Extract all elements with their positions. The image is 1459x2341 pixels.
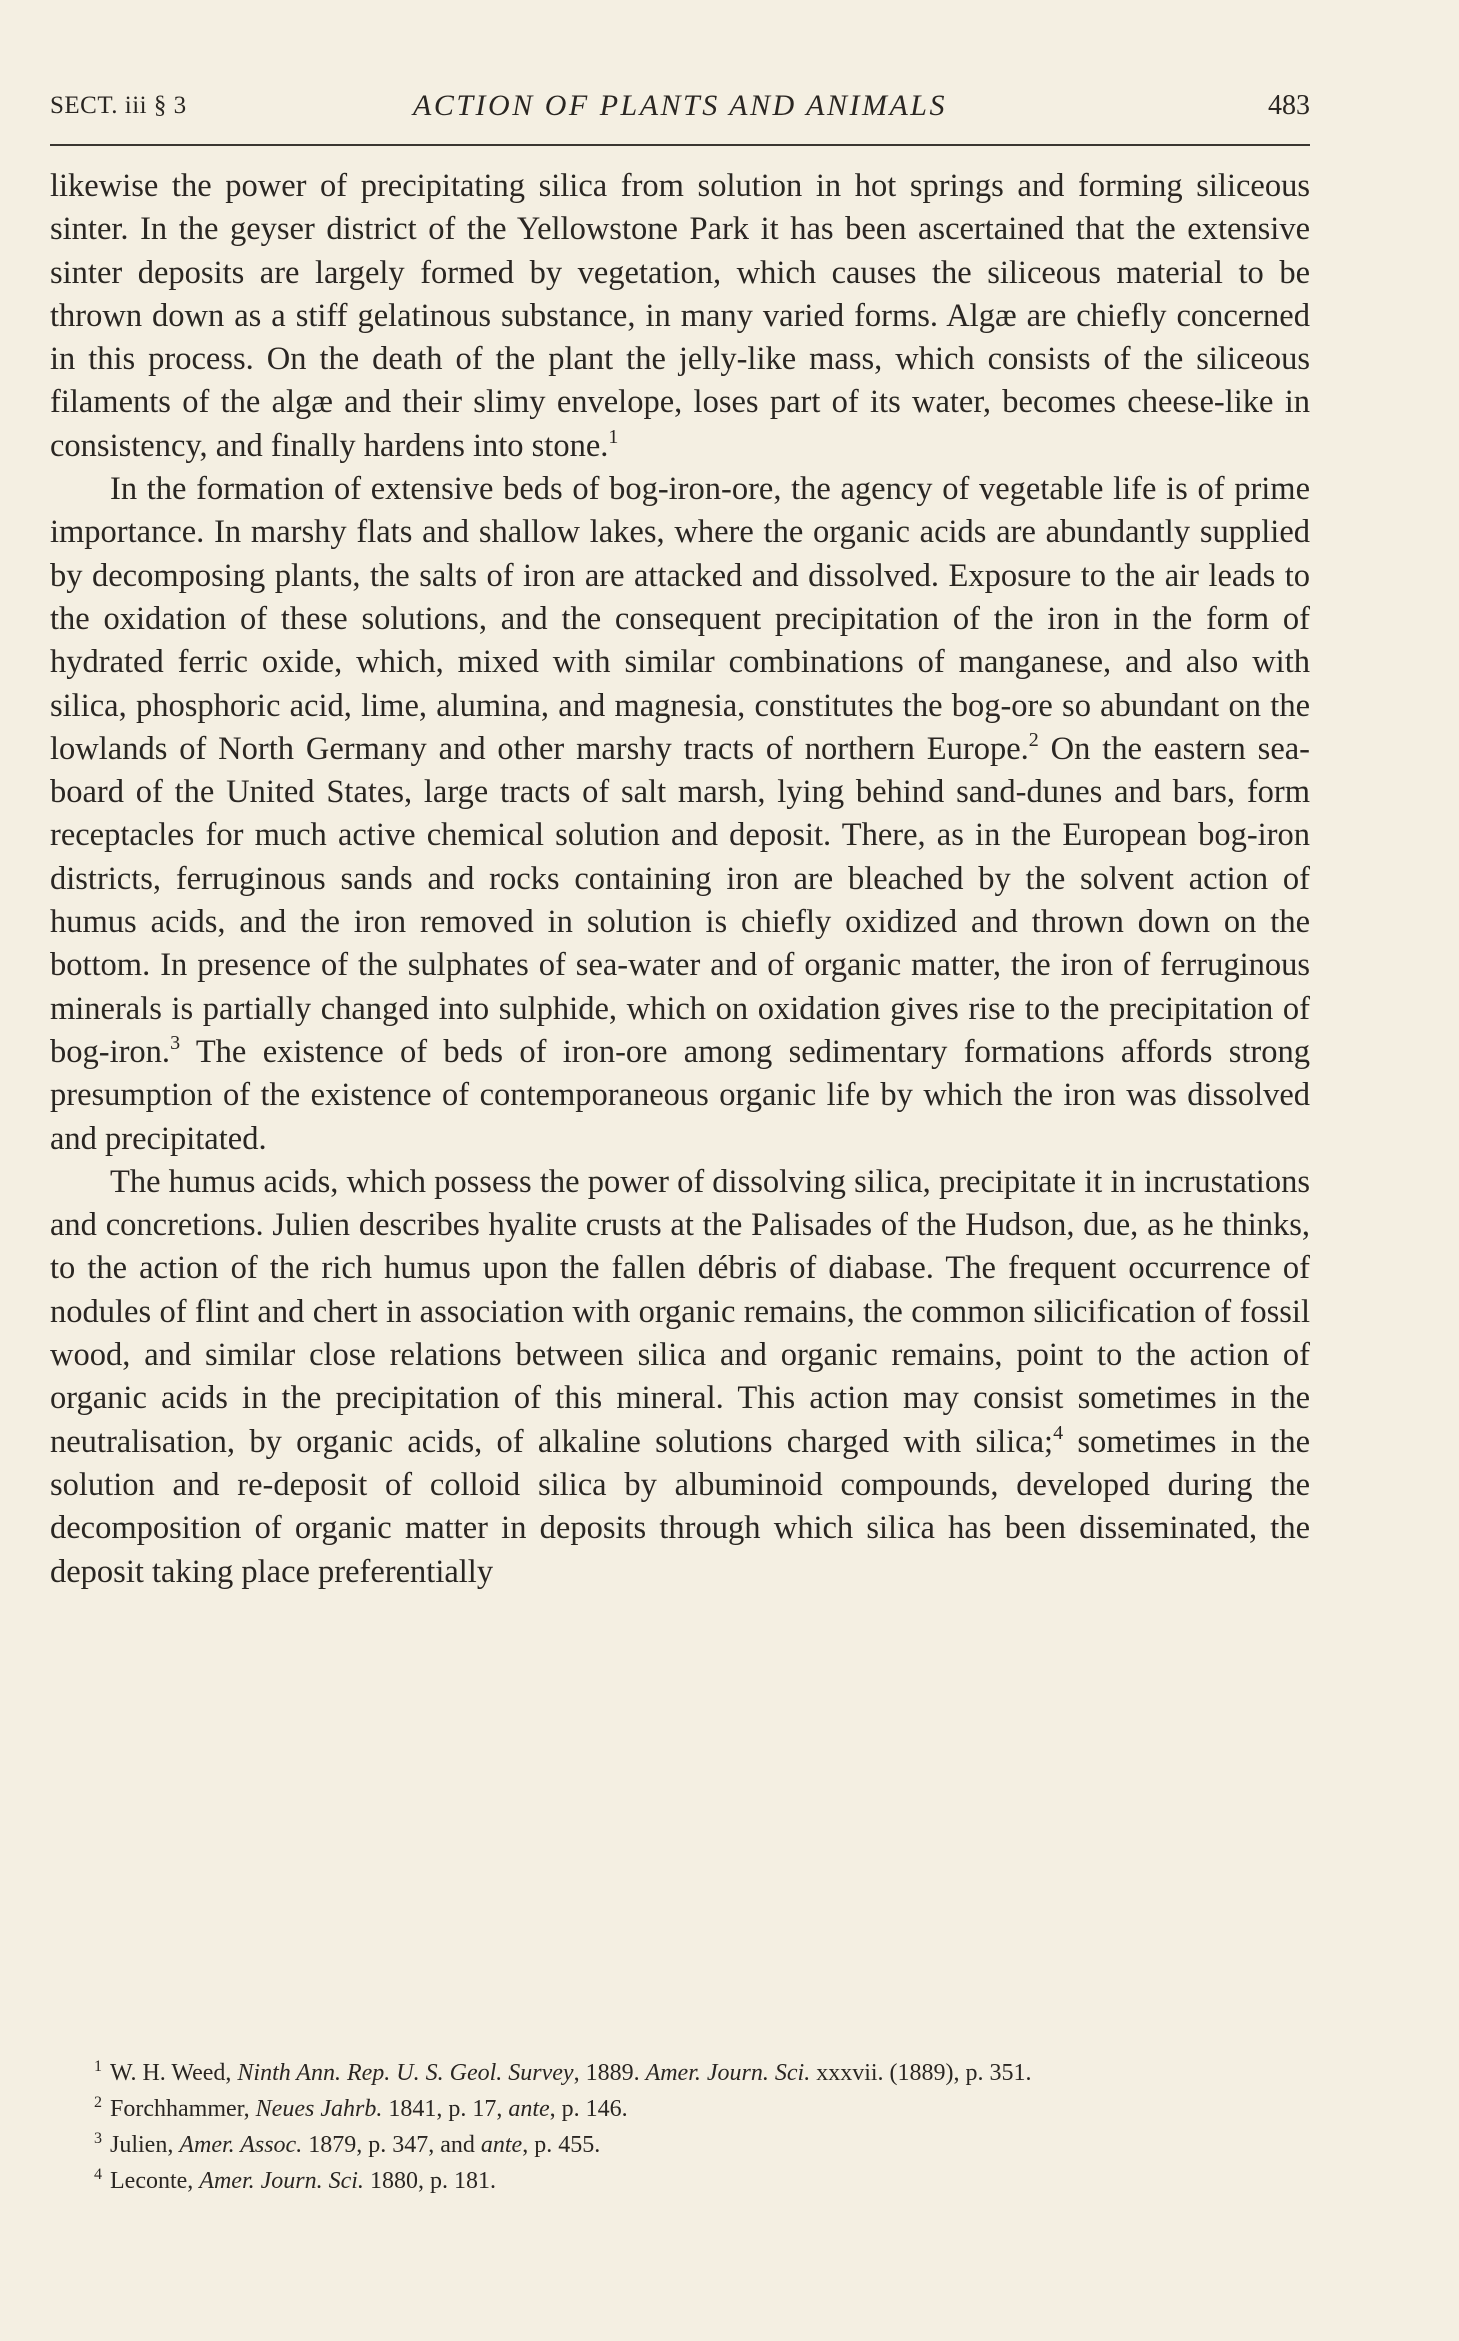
footnote-4	[50, 2163, 1310, 2199]
footnotes	[50, 2055, 1310, 2199]
footnote-mark: 4	[94, 2166, 102, 2183]
footnote-3	[50, 2127, 1310, 2163]
chapter-title: ACTION OF PLANTS AND ANIMALS	[413, 89, 947, 122]
paragraph-text: likewise the power of precipitating silica from solution in hot springs and forming siliceous sinter. In the geyser district of the Yellowstone Park it has been ascertained that the extensive sinter deposits are largely formed by vegetation, which causes the siliceous material to be thrown down as a stiff gelatinous substance, in many varied forms. Algæ are chiefly concerned in this process. On the death of the plant the jelly-like mass, which consists of the siliceous filaments of the algæ and their slimy envelope, loses part of its water, becomes cheese-like in consistency, and finally hardens into stone.	[50, 168, 1310, 464]
footnote-author: Julien,	[110, 2132, 180, 2158]
footnote-text: , p. 146.	[549, 2096, 628, 2122]
footnote-mark: 3	[94, 2130, 102, 2147]
footnote-source: Amer. Journ. Sci.	[645, 2060, 811, 2086]
footnote-source: Amer. Assoc.	[179, 2132, 303, 2158]
footnote-text: 1841, p. 17,	[382, 2096, 509, 2122]
footnote-source: ante	[508, 2096, 550, 2122]
header-rule	[50, 144, 1310, 146]
footnote-2	[50, 2091, 1310, 2127]
paragraph-text: The existence of beds of iron-ore among sedimentary formations affords strong presumption of the existence of contemporaneous organic life by which the iron was dissolved and precipitated.	[50, 1033, 1310, 1157]
running-head	[50, 86, 1310, 126]
paragraph-text: The humus acids, which possess the power of dissolving silica, precipitate it in incrustations and concretions. Julien describes hyalite crusts at the Palisades of the Hudson, due, as he thinks, to the action of the rich humus upon the fallen débris of diabase. The frequent occurrence of nodules of flint and chert in association with organic remains, the common silicification of fossil wood, and similar close relations between silica and organic remains, point to the action of organic acids in the precipitation of this mineral. This action may consist sometimes in the neutralisation, by organic acids, of alkaline solutions charged with silica;	[50, 1163, 1310, 1460]
paragraph-text: On the eastern sea-board of the United States, large tracts of salt marsh, lying behind sand-dunes and bars, form receptacles for much active chemical solution and deposit. There, as in the European bog-iron districts, ferruginous sands and rocks containing iron are bleached by the solvent action of humus acids, and the iron removed in solution is chiefly oxidized and thrown down on the bottom. In presence of the sulphates of sea-water and of organic matter, the iron of ferruginous minerals is partially changed into sulphide, which on oxidation gives rise to the precipitation of bog-iron.	[50, 730, 1310, 1070]
footnote-source: Amer. Journ. Sci.	[199, 2168, 364, 2194]
footnote-1	[50, 2055, 1310, 2091]
footnote-source: ante	[480, 2132, 523, 2158]
footnote-text: , 1889.	[573, 2060, 646, 2086]
body-text	[50, 165, 1310, 1594]
paragraph-1	[50, 165, 1310, 468]
page-number: 483	[1268, 90, 1310, 121]
paragraph-text: sometimes in the solution and re-deposit of colloid silica by albuminoid compounds, developed during the decomposition of organic matter in deposits through which silica has been disseminated, the deposit taking place preferentially	[50, 1423, 1311, 1590]
footnote-author: Leconte,	[110, 2168, 200, 2194]
footnote-text: , p. 455.	[522, 2132, 601, 2158]
footnote-text: xxxvii. (1889), p. 351.	[810, 2060, 1032, 2086]
footnote-author: W. H. Weed,	[110, 2060, 238, 2086]
footnote-source: Neues Jahrb.	[255, 2096, 383, 2122]
footnote-source: Ninth Ann. Rep. U. S. Geol. Survey	[237, 2060, 574, 2086]
footnote-text: 1880, p. 181.	[363, 2168, 496, 2194]
paragraph-text: In the formation of extensive beds of bog-iron-ore, the agency of vegetable life is of prime importance. In marshy flats and shallow lakes, where the organic acids are abundantly supplied by decomposing plants, the salts of iron are attacked and dissolved. Exposure to the air leads to the oxidation of these solutions, and the consequent precipitation of the iron in the form of hydrated ferric oxide, which, mixed with similar combinations of manganese, and also with silica, phosphoric acid, lime, alumina, and magnesia, constitutes the bog-ore so abundant on the lowlands of North Germany and other marshy tracts of northern Europe.	[50, 471, 1310, 767]
book-page	[50, 0, 1310, 2341]
footnote-author: Forchhammer,	[110, 2096, 256, 2122]
footnote-reference: 1	[608, 425, 619, 448]
footnote-reference: 3	[170, 1031, 181, 1054]
footnote-text: 1879, p. 347, and	[302, 2132, 481, 2158]
section-reference: SECT. iii § 3	[50, 92, 187, 119]
footnote-mark: 2	[94, 2094, 102, 2111]
footnote-mark: 1	[94, 2058, 102, 2075]
footnote-reference: 2	[1028, 728, 1039, 751]
paragraph-2	[50, 468, 1310, 1161]
paragraph-3	[50, 1161, 1310, 1594]
footnote-reference: 4	[1053, 1421, 1064, 1444]
